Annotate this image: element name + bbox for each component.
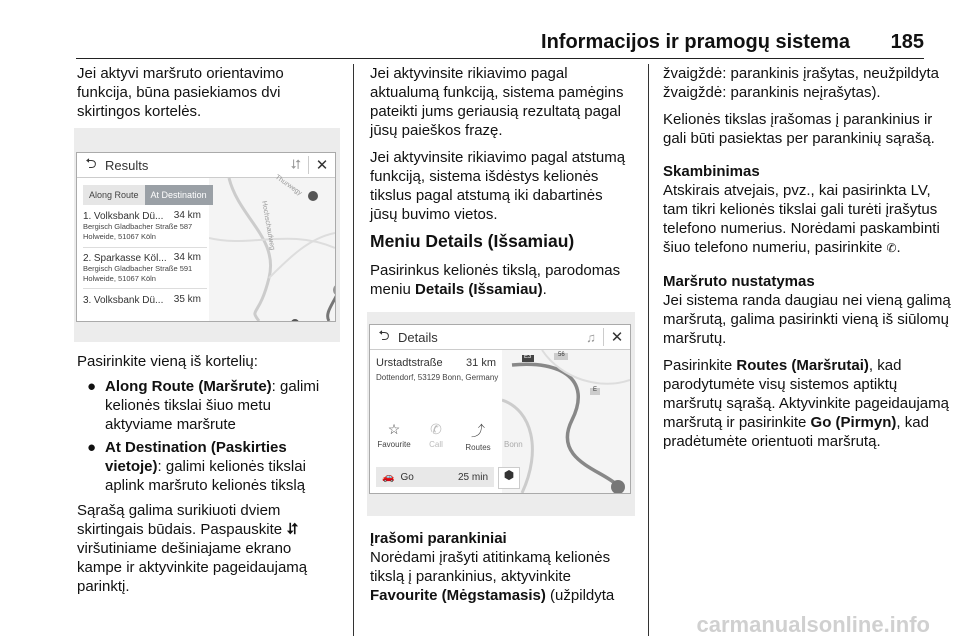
list-item: [77, 377, 327, 434]
favourites-paragraph: [370, 548, 634, 605]
tab-along-route[interactable]: Along Route: [83, 185, 145, 205]
page-header-title: Informacijos ir pramogų sistema: [541, 31, 850, 53]
result-name: Volksbank Dü...: [93, 295, 164, 306]
favourites-term: Favourite (Mėgstamasis): [370, 587, 546, 604]
results-screen: [76, 152, 336, 322]
close-icon: ✕: [603, 328, 630, 346]
sort-icon: ⮃: [286, 521, 299, 538]
result-number: 2.: [83, 253, 92, 264]
sort-icon: ⮃: [290, 157, 302, 172]
map-label: 56: [558, 352, 565, 358]
route-paragraph: Jei sistema randa daugiau nei vieną galimą maršrutą, galima pasirinkti vieną iš siūlomų maršrutų.: [663, 292, 951, 347]
go-label: Go: [400, 471, 414, 483]
section-heading-details: Meniu Details (Išsamiau): [370, 231, 575, 251]
travel-time: 25 min: [457, 471, 488, 483]
details-paragraph: [370, 261, 634, 299]
tab-at-destination[interactable]: At Destination: [145, 185, 213, 205]
location-pin-icon[interactable]: ⬢: [498, 467, 520, 489]
bullet-term: Along Route (Maršrute): [105, 378, 272, 395]
map-marker: [308, 191, 318, 201]
result-address: Holweide, 51067 Köln: [83, 232, 156, 241]
routes-text-mid: , kad parodytumėte visų sistemos aptiktų maršrutų sąrašą. Aktyvinkite pageidaujamą maršrutą ir pasirinkite: [663, 357, 949, 431]
map-marker: [291, 319, 299, 321]
details-text-end: .: [542, 281, 547, 298]
results-topbar: [77, 153, 335, 178]
bullet: ●: [87, 439, 97, 456]
car-icon: 🚗: [382, 471, 395, 483]
result-row[interactable]: [83, 211, 201, 242]
details-screenshot-frame: [367, 312, 635, 516]
routes-text-end: , kad pradėtumėte orientuoti maršrutą.: [663, 414, 929, 450]
sort-text: Sąrašą galima surikiuoti dviem skirtingais būdais. Paspauskite: [77, 502, 283, 538]
column-1-lower: [77, 352, 327, 604]
list-item: [77, 438, 327, 495]
star-icon: ☆: [387, 421, 401, 437]
routes-term: Routes (Maršrutai): [736, 357, 869, 374]
calling-text-end: .: [896, 239, 901, 256]
destination-address: Dottendorf, 53129 Bonn, Germany: [376, 373, 499, 382]
result-distance: 34 km: [173, 210, 201, 221]
location-pin-icon: [333, 284, 335, 296]
result-row[interactable]: [83, 253, 201, 284]
favourite-list-paragraph: Kelionės tikslas įrašomas į parankinius ir gali būti pasiektas per parankinių sąrašą.: [663, 111, 935, 147]
details-topbar: [370, 325, 630, 350]
column-divider-1: [353, 64, 354, 636]
watermark: carmanualsonline.info: [696, 612, 930, 637]
close-icon: ✕: [308, 156, 335, 174]
map-label: Hochschaufweg: [260, 200, 276, 251]
result-address: Bergisch Gladbacher Straße 587: [83, 222, 193, 231]
details-map: [502, 350, 630, 493]
intro-paragraph: Jei aktyvi maršruto orientavimo funkcija, būna pasiekiamos dvi skirtingos kortelės.: [77, 65, 284, 120]
bullet-text: : galimi kelionės tikslai šiuo metu aktyviame maršrute: [105, 378, 320, 433]
favourite-label: Favourite: [377, 440, 411, 449]
column-1: [77, 64, 327, 129]
music-icon: ♫: [586, 329, 596, 345]
result-number: 1.: [83, 211, 92, 222]
phone-icon: ✆: [886, 241, 897, 255]
header-divider: [76, 58, 924, 59]
routes-paragraph: [663, 356, 953, 451]
column-divider-2: [648, 64, 649, 636]
favourites-text-end: (užpildyta: [545, 587, 615, 604]
details-text: Pasirinkus kelionės tikslą, parodomas meniu: [370, 262, 621, 298]
map-label: Bonn: [504, 440, 523, 449]
favourites-text: Norėdami įrašyti atitinkamą kelionės tikslą į parankinius, aktyvinkite: [370, 549, 611, 585]
subheading-favourites: Įrašomi parankiniai: [370, 530, 507, 547]
result-number: 3.: [83, 295, 92, 306]
go-term: Go (Pirmyn): [810, 414, 897, 431]
row-divider: [83, 247, 207, 248]
result-address: Bergisch Gladbacher Straße 591: [83, 264, 193, 273]
back-icon: ⮌: [85, 155, 97, 171]
subheading-calling: Skambinimas: [663, 163, 760, 180]
column-2-lower: [370, 529, 634, 613]
routes-text: Pasirinkite: [663, 357, 733, 374]
subheading-route-setting: Maršruto nustatymas: [663, 273, 815, 290]
back-icon: ⮌: [378, 327, 390, 343]
results-tabs: [83, 185, 213, 205]
destination-distance: 31 km: [466, 357, 496, 369]
bullet-term: At Destination (Paskirties vietoje): [105, 439, 287, 475]
routes-icon: ⤴: [471, 423, 485, 439]
choose-tab-text: Pasirinkite vieną iš kortelių:: [77, 353, 258, 370]
details-term: Details (Išsamiau): [415, 281, 543, 298]
go-button[interactable]: [376, 467, 494, 487]
result-address: Holweide, 51067 Köln: [83, 274, 156, 283]
routes-button[interactable]: [458, 421, 498, 452]
results-title: Results: [105, 157, 149, 173]
favourite-star-paragraph: žvaigždė: parankinis įrašytas, neužpildyta žvaigždė: parankinis neįrašytas).: [663, 65, 939, 101]
result-distance: 34 km: [173, 252, 201, 263]
result-name: Volksbank Dü...: [93, 211, 164, 222]
phone-icon: ✆: [430, 421, 442, 437]
relevance-paragraph: Jei aktyvinsite rikiavimo pagal aktualumą funkciją, sistema pamėgins pateikti jums geriausią rezultatą pagal jūsų paieškos frazę.: [370, 65, 624, 139]
call-button[interactable]: [416, 421, 456, 449]
column-2: [370, 64, 634, 307]
details-screen: [369, 324, 631, 494]
results-map: [209, 173, 335, 321]
map-label: E: [593, 387, 598, 393]
distance-paragraph: Jei aktyvinsite rikiavimo pagal atstumą funkciją, sistema išdėstys kelionės tikslus pagal atstumą iki dabartinės jūsų buvimo vietos.: [370, 149, 626, 223]
bullet: ●: [87, 378, 97, 395]
calling-text: Atskirais atvejais, pvz., kai pasirinkta LV, tam tikri kelionės tikslai gali turėti įrašytus telefono numerius. Norėdami paskambinti šiuo telefono numeriu, pasirinkite: [663, 182, 940, 256]
column-3: [663, 64, 953, 459]
result-name: Sparkasse Köl...: [93, 253, 167, 264]
page-number: 185: [890, 31, 924, 53]
map-label: E3: [524, 354, 532, 360]
map-label: Thurwegy: [273, 173, 303, 198]
destination-street: [376, 357, 496, 369]
bullet-text: : galimi kelionės tikslai aplink maršruto kelionės tikslą: [105, 458, 306, 494]
favourite-button[interactable]: [374, 421, 414, 449]
sort-text: viršutiniame dešiniajame ekrano kampe ir aktyvinkite pageidaujamą parinktį.: [77, 540, 308, 595]
sort-paragraph: [77, 501, 327, 596]
results-screenshot-frame: [74, 128, 340, 342]
tab-options-list: [77, 377, 327, 495]
calling-paragraph: [663, 181, 953, 258]
row-divider: [83, 288, 207, 289]
details-title: Details: [398, 329, 438, 345]
call-label: Call: [429, 440, 443, 449]
result-distance: 35 km: [173, 294, 201, 305]
details-map-svg: [502, 350, 630, 493]
result-row[interactable]: [83, 295, 201, 306]
street-name: Urstadtstraße: [376, 357, 443, 369]
routes-label: Routes: [465, 443, 491, 452]
